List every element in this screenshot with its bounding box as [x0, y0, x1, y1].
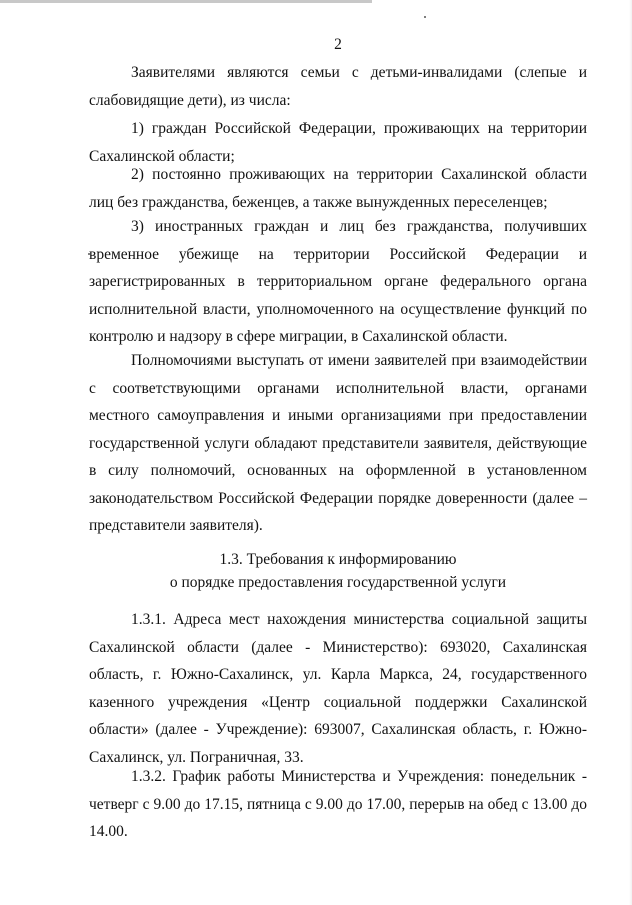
paragraph-item-3: 3) иностранных граждан и лиц без гражданства, получивших временное убежище на территории Российской Федерации и зарегистрированных в территориальном органе федерального органа исполнительной власти, уполномоченного на осуществление функций по контролю и надзору в сфере миграции, в Сахалинской области.: [89, 218, 587, 345]
scan-speck: [424, 16, 426, 18]
section-heading-line-1: 1.3. Требования к информированию: [219, 551, 457, 568]
section-heading: [89, 548, 587, 594]
section-heading-line-2: о порядке предоставления государственной услуги: [169, 574, 507, 591]
scan-edge-mark: [0, 0, 372, 3]
paragraph-applicants: Заявителями являются семьи с детьми-инвалидами (слепые и слабовидящие дети), из числа:: [89, 64, 587, 109]
paragraph-addresses: 1.3.1. Адреса мест нахождения министерства социальной защиты Сахалинской области (далее - Министерство): 693020, Сахалинская область, г. Южно-Сахалинск, ул. Карла Маркса, 24, государственного казенного учреждения «Центр социальной поддержки Сахалинской области» (далее - Учреждение): 693007, Сахалинская область, г. Южно-Сахалинск, ул. Пограничная, 33.: [89, 611, 587, 766]
paragraph-item-1: 1) граждан Российской Федерации, проживающих на территории Сахалинской области;: [89, 120, 587, 165]
page-number: 2: [334, 36, 342, 53]
paragraph-representatives: Полномочиями выступать от имени заявителей при взаимодействии с соответствующими органами исполнительной власти, органами местного самоуправления и иными организациями при предоставлении государственной услуги обладают представители заявителя, действующие в силу полномочий, основанных на оформленной в установленном законодательством Российской Федерации порядке доверенности (далее – представители заявителя).: [89, 352, 587, 534]
paragraph-item-2: 2) постоянно проживающих на территории Сахалинской области лиц без гражданства, беженцев, а также вынужденных переселенцев;: [89, 166, 587, 211]
paragraph-schedule: 1.3.2. График работы Министерства и Учреждения: понедельник - четверг с 9.00 до 17.15, пятница с 9.00 до 17.00, перерыв на обед с 13.00 до 14.00.: [89, 768, 587, 840]
